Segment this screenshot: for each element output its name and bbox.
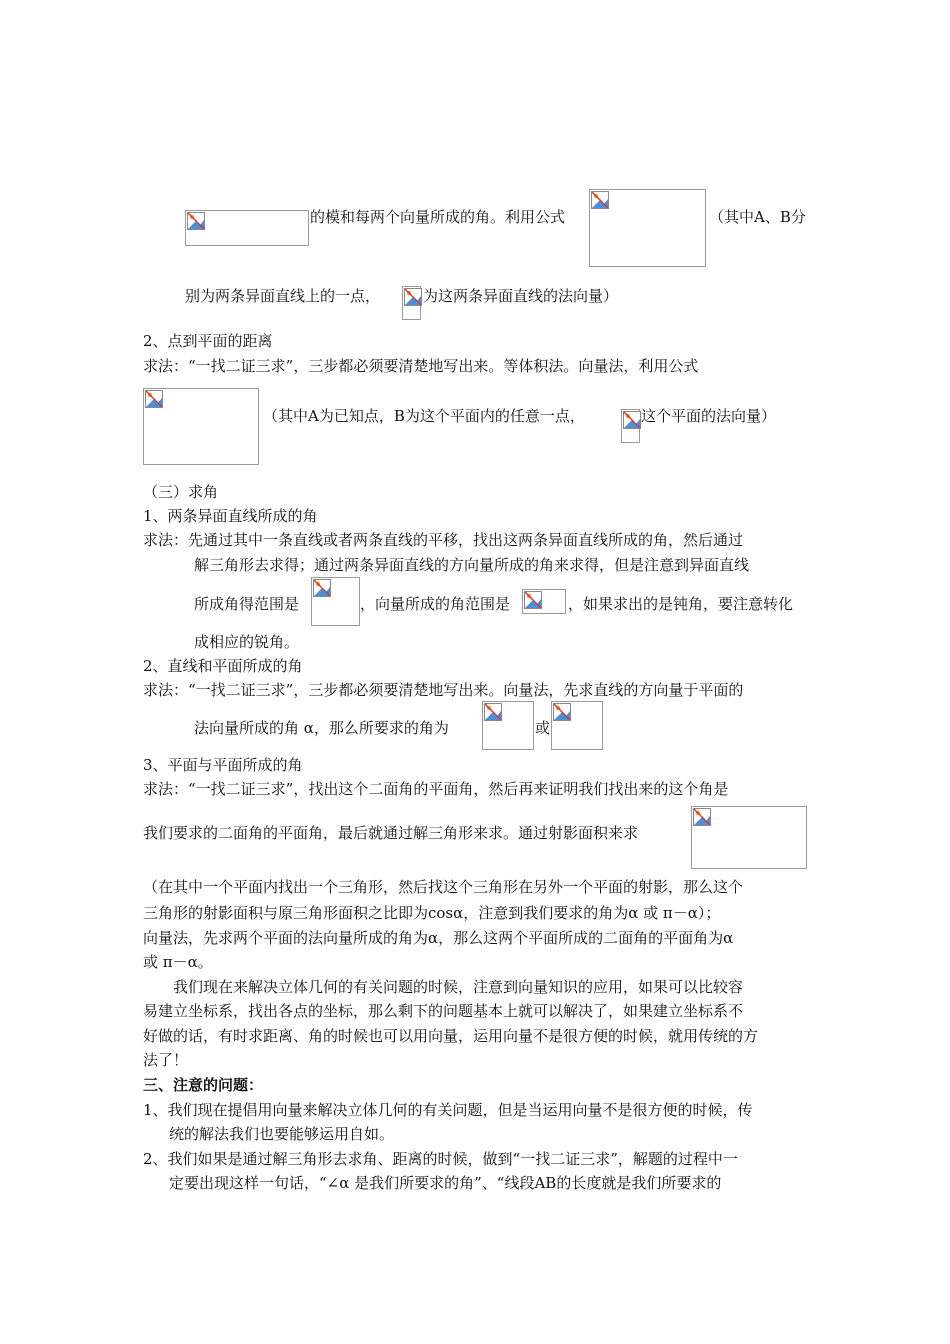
text-line: （在其中一个平面内找出一个三角形，然后找这个三角形在另外一个平面的射影，那么这个 [143, 878, 744, 896]
broken-image-icon [484, 703, 502, 721]
text-line: （其中A、B分 [709, 208, 806, 226]
text-line: 求法：“一找二证三求”，三步都必须要清楚地写出来。向量法，先求直线的方向量于平面的 [143, 681, 744, 699]
broken-image-icon [591, 191, 609, 209]
formula-image-point-plane [143, 388, 259, 465]
subsection-heading: 3、平面与平面所成的角 [143, 756, 303, 774]
text-line: 好做的话，有时求距离、角的时候也可以用向量，运用向量不是很方便的时候，就用传统的方 [143, 1027, 759, 1045]
text-line: 求法：“一找二证三求”，找出这个二面角的平面角，然后再来证明我们找出来的这个角是 [143, 780, 729, 798]
formula-image-range [311, 577, 360, 626]
broken-image-icon [524, 591, 542, 609]
section-heading: 三、注意的问题： [143, 1076, 264, 1094]
text-line: 易建立坐标系，找出各点的坐标，那么剩下的问题基本上就可以解决了，如果建立坐标系不 [143, 1002, 744, 1020]
broken-image-icon [404, 288, 422, 306]
text-line: 1、我们现在提倡用向量来解决立体几何的有关问题，但是当运用向量不是很方便的时候，传 [143, 1101, 753, 1119]
text-line: 求法：先通过其中一条直线或者两条直线的平移，找出这两条异面直线所成的角，然后通过 [143, 531, 744, 549]
section-heading: （三）求角 [143, 483, 219, 501]
text-line: 我们现在来解决立体几何的有关问题的时候，注意到向量知识的应用，如果可以比较容 [173, 978, 744, 996]
subsection-heading: 2、直线和平面所成的角 [143, 657, 303, 675]
text-line: 或 [535, 719, 551, 737]
broken-image-icon [313, 579, 331, 597]
text-line: （其中A为已知点，B为这个平面内的任意一点， [263, 407, 585, 425]
text-line: 或 π－α。 [143, 953, 213, 971]
text-line: ，向量所成的角范围是 [360, 595, 511, 613]
broken-image-icon [553, 703, 571, 721]
text-line: ，如果求出的是钝角，要注意转化 [568, 595, 794, 613]
formula-image-normal [621, 409, 640, 443]
text-line: 定要出现这样一句话，“∠α 是我们所要求的角”、“线段AB的长度就是我们所要求的 [169, 1174, 722, 1192]
broken-image-icon [623, 411, 641, 429]
text-line: 2、我们如果是通过解三角形去求角、距离的时候，做到“一找二证三求”，解题的过程中一 [143, 1150, 738, 1168]
formula-image-vector [185, 210, 309, 246]
formula-image-range [522, 589, 566, 614]
text-line: 法向量所成的角 α，那么所要求的角为 [194, 719, 449, 737]
text-line: 这个平面的法向量） [641, 407, 777, 425]
formula-image-normal [402, 286, 421, 320]
formula-image-angle [551, 701, 603, 750]
formula-image-distance [589, 189, 706, 267]
text-line: 别为两条异面直线上的一点， [185, 287, 381, 305]
broken-image-icon [145, 390, 163, 408]
text-line: 解三角形去求得；通过两条异面直线的方向量所成的角来求得，但是注意到异面直线 [194, 556, 750, 574]
text-line: 求法：“一找二证三求”，三步都必须要清楚地写出来。等体积法。向量法，利用公式 [143, 357, 699, 375]
broken-image-icon [187, 212, 205, 230]
text-line: 所成角得范围是 [194, 595, 300, 613]
formula-image-angle [482, 701, 534, 750]
subsection-heading: 1、两条异面直线所成的角 [143, 507, 318, 525]
text-line: 向量法，先求两个平面的法向量所成的角为α，那么这两个平面所成的二面角的平面角为α [143, 929, 734, 947]
broken-image-icon [693, 808, 711, 826]
formula-image-projection [691, 806, 807, 869]
text-line: 统的解法我们也要能够运用自如。 [169, 1125, 395, 1143]
text-line: 为这两条异面直线的法向量） [423, 287, 619, 305]
text-line: 的模和每两个向量所成的角。利用公式 [310, 208, 566, 226]
text-line: 三角形的射影面积与原三角形面积之比即为cosα，注意到我们要求的角为α 或 π－α）； [143, 904, 721, 922]
text-line: 法了！ [143, 1051, 189, 1069]
text-line: 成相应的锐角。 [194, 633, 300, 651]
text-line: 我们要求的二面角的平面角，最后就通过解三角形来求。通过射影面积来求 [143, 824, 639, 842]
section-heading: 2、点到平面的距离 [143, 332, 273, 350]
